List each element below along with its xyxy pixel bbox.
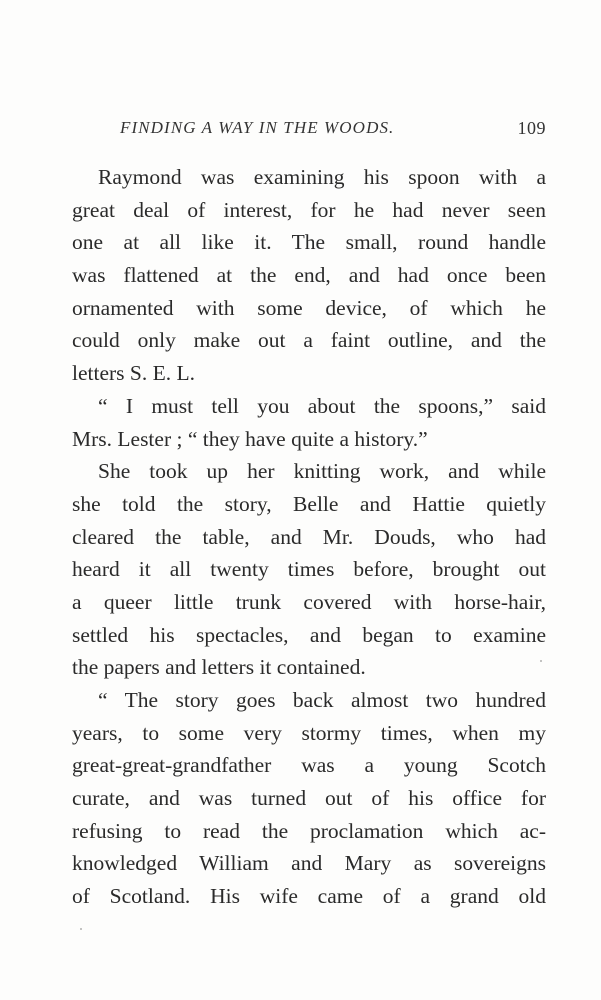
paragraph-2	[72, 390, 546, 455]
text-line: heard it all twenty times before, brought out	[72, 557, 546, 582]
text-line: knowledged William and Mary as sovereigns	[72, 851, 546, 876]
text-line: one at all like it. The small, round handle	[72, 230, 546, 255]
text-line: years, to some very stormy times, when my	[72, 720, 546, 745]
text-line: could only make out a faint outline, and the	[72, 328, 546, 353]
paper-speck	[80, 928, 82, 930]
running-title: FINDING A WAY IN THE WOODS.	[120, 118, 395, 137]
text-line: settled his spectacles, and began to examine	[72, 622, 546, 647]
body-text	[72, 161, 546, 913]
text-line: great deal of interest, for he had never seen	[72, 197, 546, 222]
page-number: 109	[517, 118, 546, 138]
text-line: Raymond was examining his spoon with a	[98, 165, 546, 189]
text-line: “ I must tell you about the spoons,” said	[98, 393, 546, 418]
text-line: letters S. E. L.	[72, 361, 196, 386]
text-line: of Scotland. His wife came of a grand old	[72, 884, 546, 909]
text-line: was flattened at the end, and had once been	[72, 263, 546, 288]
text-line: refusing to read the proclamation which ac-	[72, 818, 546, 843]
paper-speck	[540, 660, 542, 662]
text-line: “ The story goes back almost two hundred	[98, 688, 546, 712]
text-line: cleared the table, and Mr. Douds, who had	[72, 524, 546, 549]
text-line: she told the story, Belle and Hattie quietly	[72, 491, 546, 516]
text-line: the papers and letters it contained.	[72, 655, 366, 680]
text-line: ornamented with some device, of which he	[72, 295, 546, 320]
paragraph-3	[72, 455, 546, 684]
paragraph-1	[72, 161, 546, 390]
paragraph-4	[72, 684, 546, 913]
text-line: curate, and was turned out of his office for	[72, 786, 546, 811]
text-line: She took up her knitting work, and while	[98, 459, 546, 484]
text-line: a queer little trunk covered with horse-hair,	[72, 589, 546, 614]
text-line: Mrs. Lester ; “ they have quite a history.”	[72, 426, 428, 451]
running-head	[72, 118, 546, 142]
text-line: great-great-grandfather was a young Scotch	[72, 753, 546, 778]
